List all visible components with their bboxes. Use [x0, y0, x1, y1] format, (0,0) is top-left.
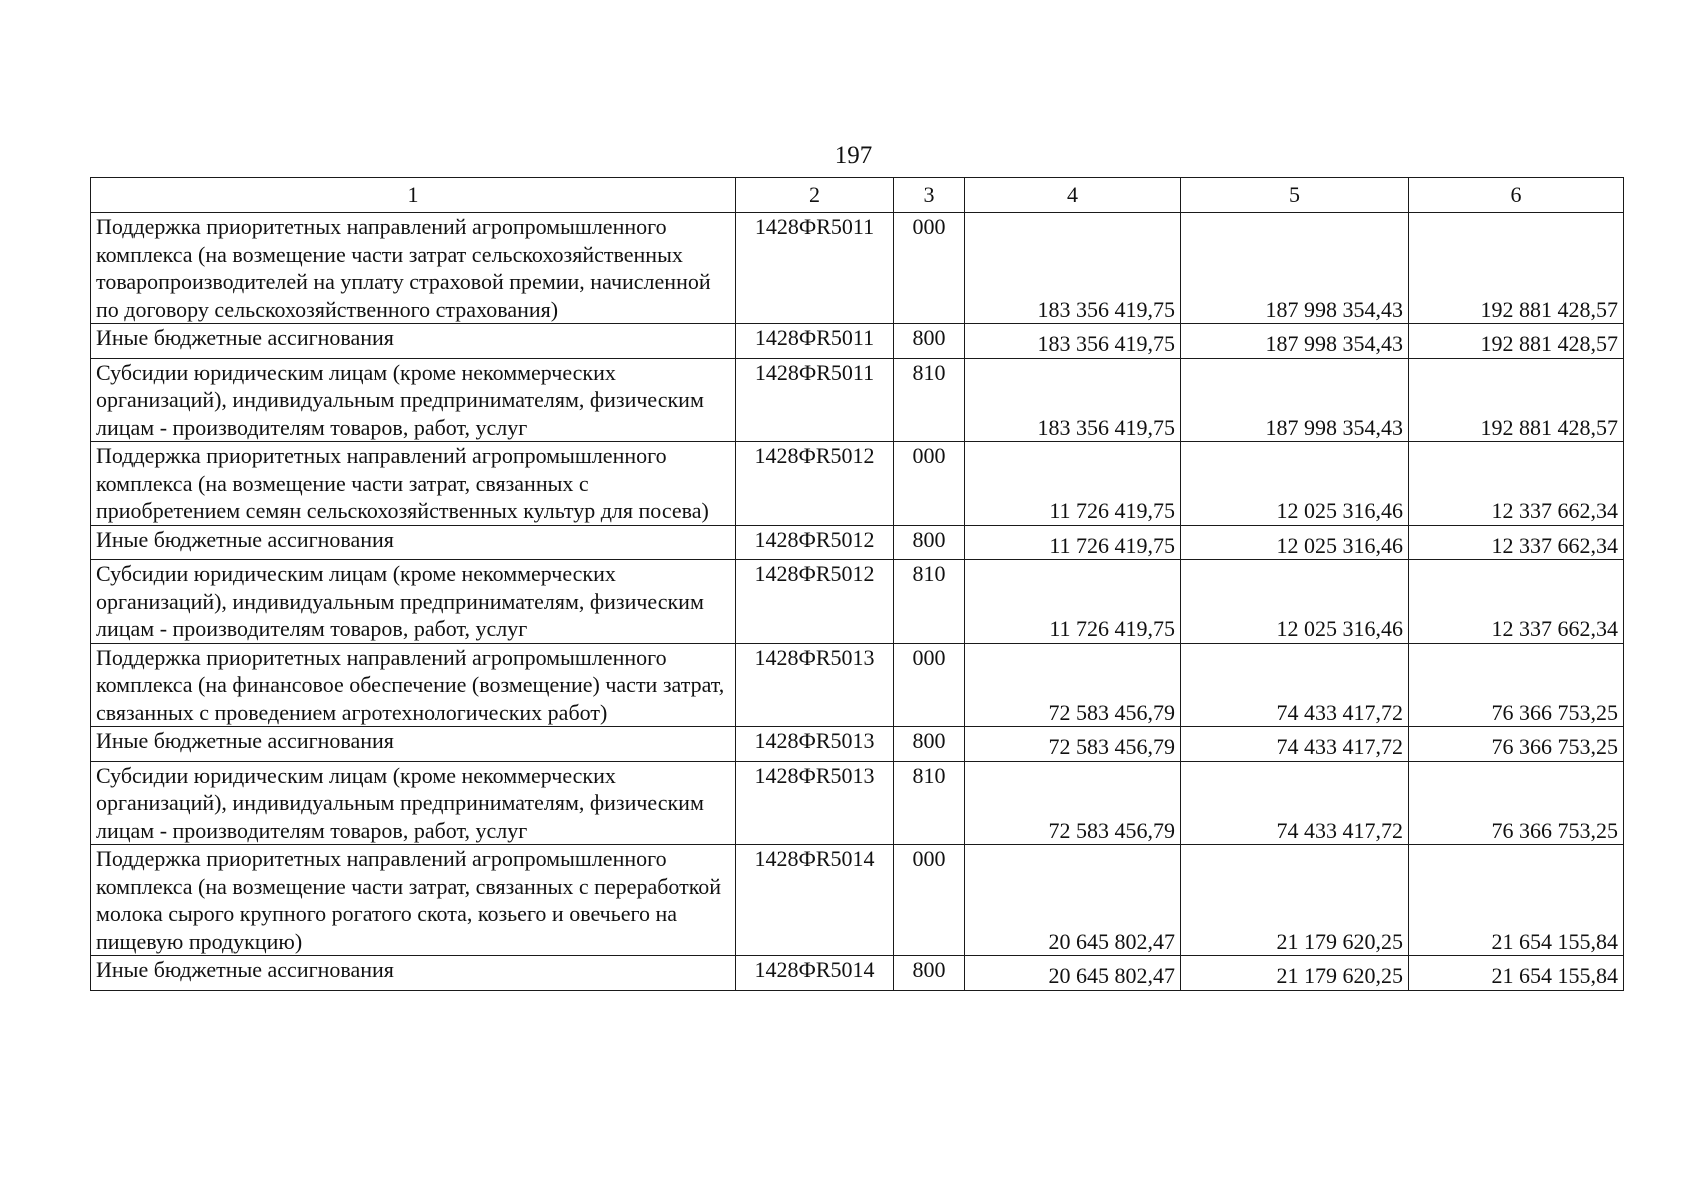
column-header: 1 [91, 178, 736, 213]
row-amount-5: 12 025 316,46 [1181, 525, 1409, 560]
table-row [91, 442, 1624, 526]
row-amount-5: 74 433 417,72 [1181, 727, 1409, 762]
row-amount-5: 12 025 316,46 [1181, 442, 1409, 526]
row-code: 1428ФR5011 [736, 324, 894, 359]
row-code: 1428ФR5011 [736, 358, 894, 442]
column-header: 3 [894, 178, 965, 213]
row-name: Субсидии юридическим лицам (кроме некоммерческих организаций), индивидуальным предпринимателям, физическим лицам - производителям товаров, работ, услуг [91, 560, 736, 644]
row-name: Иные бюджетные ассигнования [91, 727, 736, 762]
row-amount-6: 12 337 662,34 [1409, 442, 1624, 526]
row-amount-4: 183 356 419,75 [965, 358, 1181, 442]
row-code: 1428ФR5014 [736, 845, 894, 956]
column-header: 4 [965, 178, 1181, 213]
row-name: Поддержка приоритетных направлений агропромышленного комплекса (на финансовое обеспечение (возмещение) части затрат, связанных с проведением агротехнологических работ) [91, 643, 736, 727]
row-type: 810 [894, 761, 965, 845]
row-amount-4: 72 583 456,79 [965, 643, 1181, 727]
table-row [91, 324, 1624, 359]
row-amount-4: 72 583 456,79 [965, 727, 1181, 762]
row-name: Иные бюджетные ассигнования [91, 324, 736, 359]
row-code: 1428ФR5012 [736, 442, 894, 526]
table-row [91, 213, 1624, 324]
row-amount-5: 187 998 354,43 [1181, 358, 1409, 442]
row-amount-6: 76 366 753,25 [1409, 643, 1624, 727]
row-amount-6: 21 654 155,84 [1409, 956, 1624, 991]
row-code: 1428ФR5013 [736, 761, 894, 845]
table-row [91, 560, 1624, 644]
row-amount-6: 76 366 753,25 [1409, 761, 1624, 845]
row-name: Иные бюджетные ассигнования [91, 956, 736, 991]
row-type: 000 [894, 643, 965, 727]
row-amount-5: 187 998 354,43 [1181, 213, 1409, 324]
row-amount-4: 11 726 419,75 [965, 442, 1181, 526]
table-row [91, 845, 1624, 956]
row-amount-4: 72 583 456,79 [965, 761, 1181, 845]
row-name: Субсидии юридическим лицам (кроме некоммерческих организаций), индивидуальным предпринимателям, физическим лицам - производителям товаров, работ, услуг [91, 761, 736, 845]
row-amount-5: 187 998 354,43 [1181, 324, 1409, 359]
row-name: Иные бюджетные ассигнования [91, 525, 736, 560]
row-type: 800 [894, 525, 965, 560]
table-row [91, 727, 1624, 762]
row-type: 810 [894, 358, 965, 442]
row-amount-5: 21 179 620,25 [1181, 845, 1409, 956]
row-code: 1428ФR5013 [736, 643, 894, 727]
row-amount-4: 183 356 419,75 [965, 324, 1181, 359]
row-name: Поддержка приоритетных направлений агропромышленного комплекса (на возмещение части затрат, связанных с приобретением семян сельскохозяйственных культур для посева) [91, 442, 736, 526]
row-code: 1428ФR5013 [736, 727, 894, 762]
row-type: 000 [894, 845, 965, 956]
table-row [91, 358, 1624, 442]
row-name: Субсидии юридическим лицам (кроме некоммерческих организаций), индивидуальным предпринимателям, физическим лицам - производителям товаров, работ, услуг [91, 358, 736, 442]
column-header: 2 [736, 178, 894, 213]
row-amount-4: 11 726 419,75 [965, 560, 1181, 644]
row-amount-4: 20 645 802,47 [965, 956, 1181, 991]
page-number: 197 [834, 142, 873, 169]
row-type: 800 [894, 324, 965, 359]
row-code: 1428ФR5012 [736, 525, 894, 560]
row-type: 000 [894, 213, 965, 324]
row-code: 1428ФR5012 [736, 560, 894, 644]
row-type: 000 [894, 442, 965, 526]
row-amount-4: 11 726 419,75 [965, 525, 1181, 560]
row-amount-5: 74 433 417,72 [1181, 761, 1409, 845]
row-amount-4: 183 356 419,75 [965, 213, 1181, 324]
row-amount-5: 74 433 417,72 [1181, 643, 1409, 727]
budget-table [90, 177, 1624, 991]
table-header-row [91, 178, 1624, 213]
row-type: 800 [894, 727, 965, 762]
table-row [91, 643, 1624, 727]
row-name: Поддержка приоритетных направлений агропромышленного комплекса (на возмещение части затрат сельскохозяйственных товаропроизводителей на уплату страховой премии, начисленной по договору сельскохозяйственного страхования) [91, 213, 736, 324]
table-row [91, 956, 1624, 991]
row-amount-5: 21 179 620,25 [1181, 956, 1409, 991]
row-type: 810 [894, 560, 965, 644]
row-amount-6: 21 654 155,84 [1409, 845, 1624, 956]
row-amount-6: 192 881 428,57 [1409, 324, 1624, 359]
column-header: 6 [1409, 178, 1624, 213]
row-amount-6: 12 337 662,34 [1409, 560, 1624, 644]
row-amount-4: 20 645 802,47 [965, 845, 1181, 956]
row-name: Поддержка приоритетных направлений агропромышленного комплекса (на возмещение части затрат, связанных с переработкой молока сырого крупного рогатого скота, козьего и овечьего на пищевую продукцию) [91, 845, 736, 956]
row-type: 800 [894, 956, 965, 991]
column-header: 5 [1181, 178, 1409, 213]
row-amount-6: 192 881 428,57 [1409, 358, 1624, 442]
table-row [91, 761, 1624, 845]
row-code: 1428ФR5011 [736, 213, 894, 324]
table-row [91, 525, 1624, 560]
row-code: 1428ФR5014 [736, 956, 894, 991]
row-amount-6: 192 881 428,57 [1409, 213, 1624, 324]
row-amount-6: 12 337 662,34 [1409, 525, 1624, 560]
row-amount-6: 76 366 753,25 [1409, 727, 1624, 762]
row-amount-5: 12 025 316,46 [1181, 560, 1409, 644]
